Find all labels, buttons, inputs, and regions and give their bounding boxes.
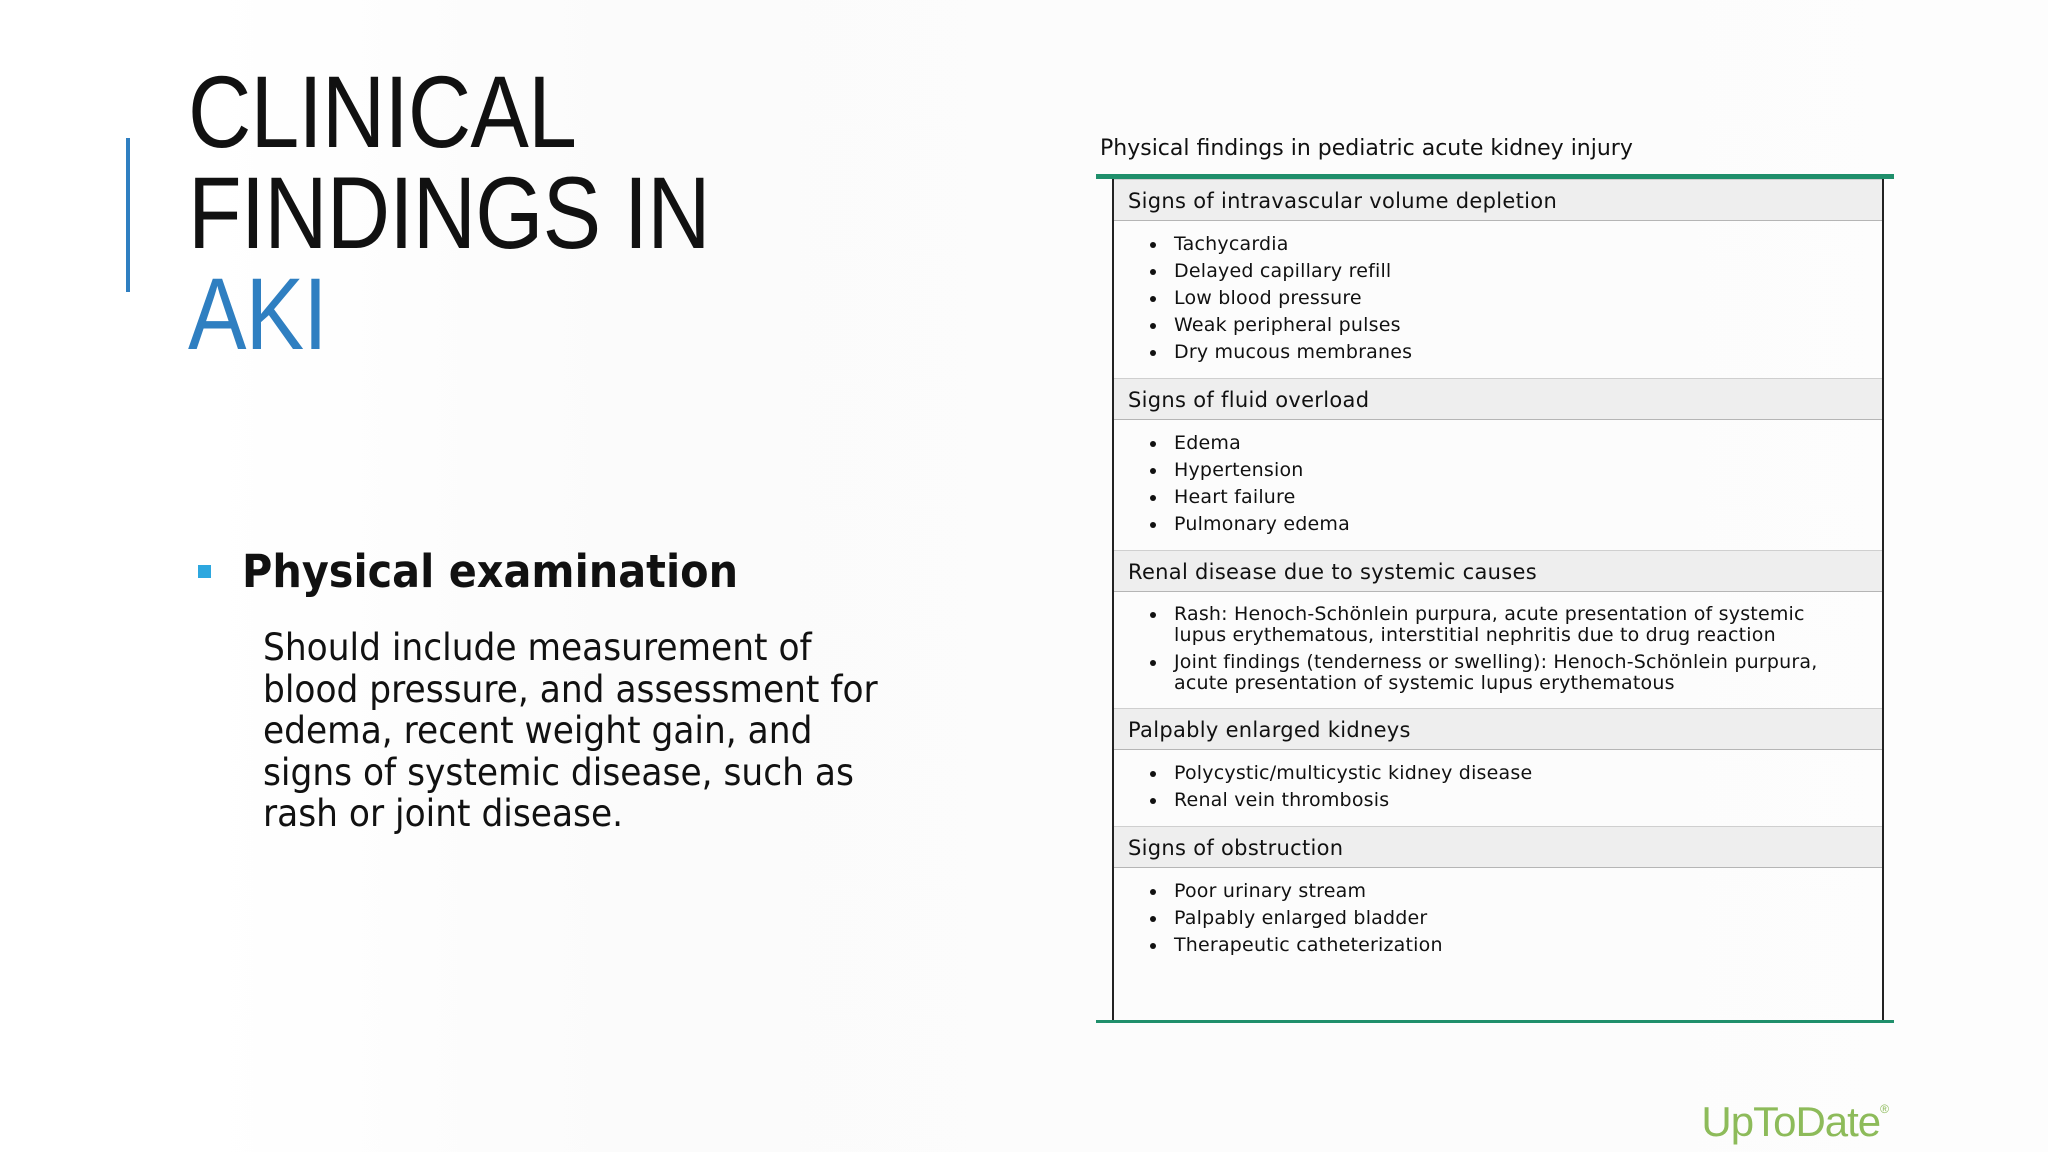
uptodate-logo: [1701, 1098, 1888, 1146]
square-bullet-icon: [198, 565, 211, 578]
list-item: Weak peripheral pulses: [1174, 312, 1862, 339]
bullet-body-text: Should include measurement of blood pressure, and assessment for edema, recent weight gain, and signs of systemic disease, such as rash or joint disease.: [263, 626, 878, 835]
section-list: [1114, 750, 1882, 826]
section-list: [1114, 420, 1882, 550]
list-item: Palpably enlarged bladder: [1174, 905, 1862, 932]
section-heading: Renal disease due to systemic causes: [1114, 550, 1882, 592]
title-accent-bar: [126, 138, 130, 292]
table-caption: Physical findings in pediatric acute kidney injury: [1100, 136, 1633, 161]
section-heading: Signs of obstruction: [1114, 826, 1882, 868]
section-heading: Palpably enlarged kidneys: [1114, 708, 1882, 750]
section-list: [1114, 868, 1882, 967]
list-item: Therapeutic catheterization: [1174, 932, 1862, 959]
title-line-3: AKI: [188, 257, 327, 371]
list-item: Edema: [1174, 430, 1862, 457]
registered-mark-icon: ®: [1880, 1102, 1888, 1116]
section-list: [1114, 221, 1882, 378]
list-item: Renal vein thrombosis: [1174, 787, 1862, 814]
slide-title: [188, 55, 710, 371]
list-item: Dry mucous membranes: [1174, 339, 1862, 366]
brand-name: UpToDate: [1701, 1098, 1881, 1145]
table-body: [1112, 179, 1884, 1020]
list-item: Pulmonary edema: [1174, 511, 1862, 538]
list-item: Joint findings (tenderness or swelling): Henoch-Schönlein purpura, acute presentation of systemic lupus erythematous: [1174, 652, 1862, 694]
table-bottom-rule: [1096, 1020, 1894, 1023]
title-line-2: FINDINGS IN: [188, 156, 710, 270]
list-item: Tachycardia: [1174, 231, 1862, 258]
list-item: Heart failure: [1174, 484, 1862, 511]
list-item: Hypertension: [1174, 457, 1862, 484]
list-item: Low blood pressure: [1174, 285, 1862, 312]
list-item: Rash: Henoch-Schönlein purpura, acute presentation of systemic lupus erythematous, interstitial nephritis due to drug reaction: [1174, 604, 1862, 646]
title-line-1: CLINICAL: [188, 55, 576, 169]
section-list: [1114, 592, 1882, 708]
findings-table: [1096, 128, 1896, 1026]
section-heading: Signs of fluid overload: [1114, 378, 1882, 420]
list-item: Poor urinary stream: [1174, 878, 1862, 905]
list-item: Delayed capillary refill: [1174, 258, 1862, 285]
bullet-heading: Physical examination: [242, 545, 739, 598]
section-heading: Signs of intravascular volume depletion: [1114, 179, 1882, 221]
list-item: Polycystic/multicystic kidney disease: [1174, 760, 1862, 787]
